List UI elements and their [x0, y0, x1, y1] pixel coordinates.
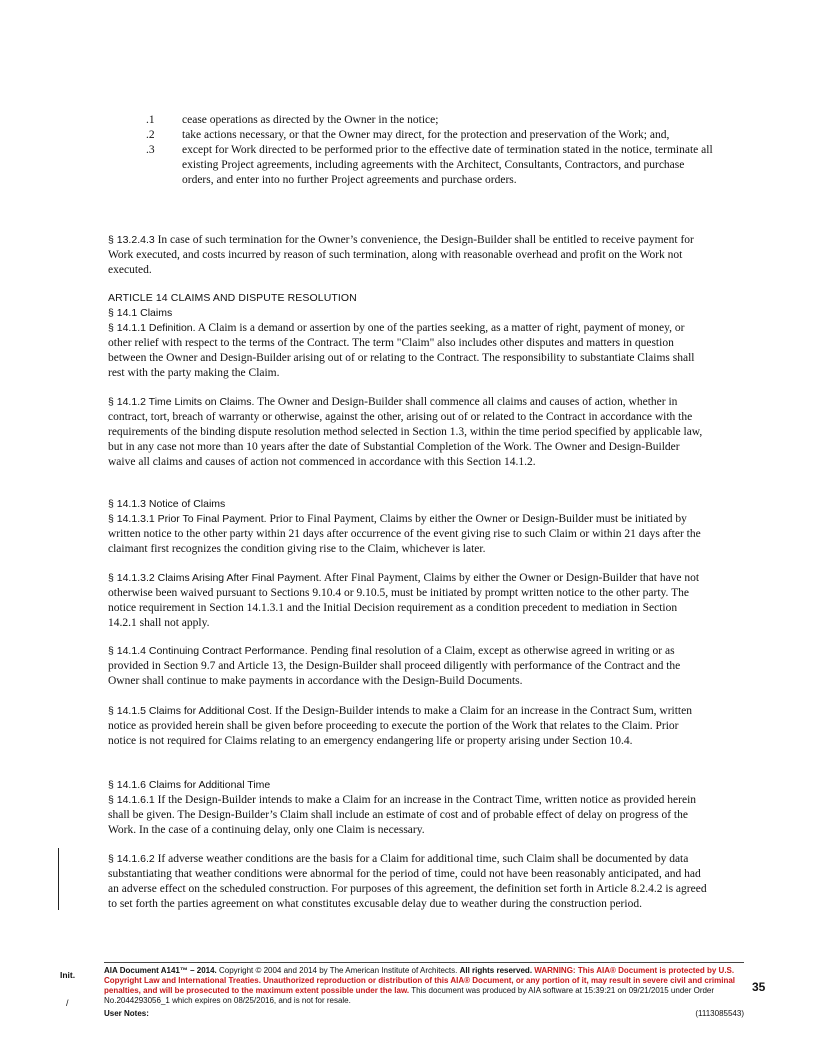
rights-text: All rights reserved. [459, 966, 533, 975]
section-label: § 14.1.6.2 [108, 853, 155, 865]
section-14-1-6 [108, 778, 708, 838]
document-id: (1113085543) [695, 1009, 744, 1018]
copyright-footer [104, 966, 744, 1006]
section-text: In case of such termination for the Owner’s convenience, the Design-Builder shall be entitled to receive payment for Work executed, and costs incurred by reason of such termination, along with reasonable overhead and profit on the Work not executed. [108, 234, 694, 276]
section-heading: § 14.1 Claims [108, 307, 173, 319]
section-text: If adverse weather conditions are the basis for a Claim for additional time, such Claim shall be documented by data substantiating that weather conditions were abnormal for the period of time, could not have been reasonably anticipated, and had an adverse effect on the scheduled construction. For purposes of this agreement, the definition set forth in Article 8.2.4.2 is agreed to set forth the parties agreement on what constitutes excusable delay due to weather during the construction period. [108, 853, 707, 910]
section-label: § 14.1.5 Claims for Additional Cost. [108, 705, 273, 717]
section-text: Prior to Final Payment, Claims by either the Owner or Design-Builder must be initiated by written notice to the other party within 21 days after occurrence of the event giving rise to such Claim or within 21 days after the claimant first recognizes the condition giving rise to the Claim, whichever is later. [108, 513, 701, 555]
list-item-text: cease operations as directed by the Owner in the notice; [182, 114, 439, 126]
section-label: § 14.1.4 Continuing Contract Performance. [108, 645, 308, 657]
list-item-number: .1 [146, 114, 155, 126]
section-14-1-3 [108, 497, 708, 557]
section-14-1-6-2 [108, 852, 708, 912]
copyright-text: Copyright © 2004 and 2014 by The American Institute of Architects. [216, 966, 460, 975]
footer-divider [104, 962, 744, 963]
section-label: § 14.1.6.1 [108, 794, 155, 806]
user-notes-row [104, 1009, 744, 1018]
revision-change-bar [58, 848, 59, 910]
article-14-block [108, 291, 708, 381]
section-heading: § 14.1.3 Notice of Claims [108, 498, 226, 510]
initials-slash: / [66, 998, 69, 1008]
section-label: § 14.1.1 Definition. [108, 322, 196, 334]
document-title: AIA Document A141™ – 2014. [104, 966, 217, 975]
list-item [146, 113, 716, 128]
section-13-2-4-3 [108, 233, 708, 278]
section-label: § 14.1.3.2 Claims Arising After Final Payment. [108, 572, 322, 584]
section-text: If the Design-Builder intends to make a Claim for an increase in the Contract Sum, written notice as provided herein shall be given before proceeding to execute the portion of the Work that relates to the Claim. Prior notice is not required for Claims relating to an emergency endangering life or property arising under Section 10.4. [108, 705, 692, 747]
section-label: § 14.1.2 Time Limits on Claims. [108, 396, 255, 408]
user-notes-label: User Notes: [104, 1009, 149, 1018]
list-item [146, 128, 716, 143]
section-heading: § 14.1.6 Claims for Additional Time [108, 779, 271, 791]
section-text: If the Design-Builder intends to make a Claim for an increase in the Contract Time, written notice as provided herein shall be given. The Design-Builder’s Claim shall include an estimate of cost and of probable effect of delay on progress of the Work. In the case of a continuing delay, only one Claim is necessary. [108, 794, 697, 836]
section-text: Pending final resolution of a Claim, except as otherwise agreed in writing or as provided in Section 9.7 and Article 13, the Design-Builder shall proceed diligently with performance of the Contract and the Owner shall continue to make payments in accordance with the Design-Build Documents. [108, 645, 681, 687]
section-text: After Final Payment, Claims by either the Owner or Design-Builder that have not otherwise been waived pursuant to Sections 9.10.4 or 9.10.5, must be initiated by prompt written notice to the other party. The notice requirement in Section 14.1.3.1 and the Initial Decision requirement as a condition precedent to mediation in Section 14.2.1 shall not apply. [108, 572, 700, 629]
section-label: § 13.2.4.3 [108, 234, 155, 246]
page-number: 35 [752, 980, 766, 994]
list-item-text: except for Work directed to be performed prior to the effective date of termination stated in the notice, terminate all existing Project agreements, including agreements with the Architect, Consultants, Contractors, and purchase orders, and enter into no further Project agreements and purchase orders. [182, 144, 713, 186]
list-item [146, 143, 716, 188]
copyright-warning: WARNING: This AIA® Document is protected by U.S. Copyright Law and International Treaties. Unauthorized reproduction or distribution of this AIA® Document, or any portion of it, may result in severe civil and criminal penalties, and will be prosecuted to the maximum extent possible under the law. [104, 966, 736, 995]
production-note: This document was produced by AIA software at 15:39:21 on 09/21/2015 under Order No.2044293056_1 which expires on 08/25/2016, and is not for resale. [104, 986, 715, 1005]
section-text: A Claim is a demand or assertion by one of the parties seeking, as a matter of right, payment of money, or other relief with respect to the terms of the Contract. The term "Claim" also includes other disputes and matters in question between the Owner and Design-Builder arising out of or relating to the Contract. The responsibility to substantiate Claims shall rest with the party making the Claim. [108, 322, 695, 379]
section-text: The Owner and Design-Builder shall commence all claims and causes of action, whether in contract, tort, breach of warranty or otherwise, against the other, arising out of or related to the Contract in accordance with the requirements of the binding dispute resolution method selected in Section 1.3, within the time period specified by applicable law, but in any case not more than 10 years after the date of Substantial Completion of the Work. The Owner and Design-Builder waive all claims and causes of action not commenced in accordance with this Section 14.1.2. [108, 396, 703, 468]
section-14-1-2 [108, 395, 708, 470]
section-14-1-4 [108, 644, 708, 689]
section-label: § 14.1.3.1 Prior To Final Payment. [108, 513, 267, 525]
section-14-1-3-2 [108, 571, 708, 631]
section-14-1-5 [108, 704, 708, 749]
initials-label: Init. [60, 970, 76, 980]
list-item-number: .3 [146, 144, 155, 156]
list-item-text: take actions necessary, or that the Owner may direct, for the protection and preservation of the Work; and, [182, 129, 670, 141]
termination-actions-list [146, 113, 716, 188]
article-heading: ARTICLE 14 CLAIMS AND DISPUTE RESOLUTION [108, 292, 357, 304]
list-item-number: .2 [146, 129, 155, 141]
